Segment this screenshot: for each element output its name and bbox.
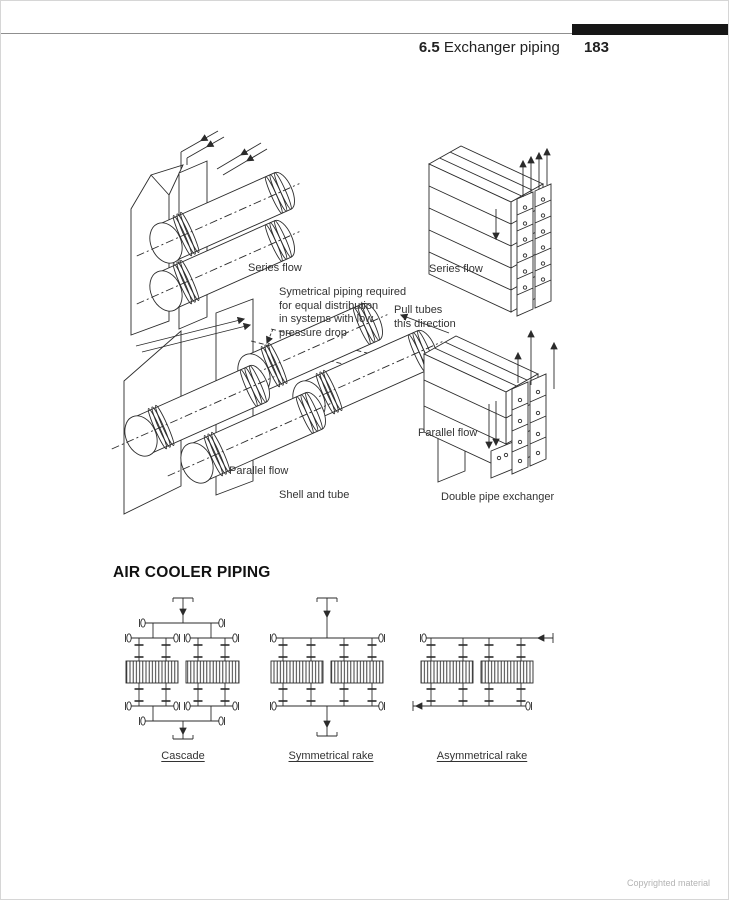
pull-tubes-note: Pull tubes this direction [394,304,456,330]
finned-tube-bundle [126,661,178,683]
air-cooler-heading: AIR COOLER PIPING [113,564,271,581]
asymmetrical-rake-diagram [413,633,553,711]
double-pipe-caption: Double pipe exchanger [441,491,555,503]
parallel-flow-label-left: Parallel flow [229,465,289,477]
air-cooler-diagrams [106,593,576,755]
copyright-notice: Copyrighted material [626,878,710,888]
bundle-stubs [427,638,526,661]
bundle-stubs [279,638,377,661]
finned-tube-bundle [421,661,473,683]
series-flow-label-right: Series flow [429,263,483,275]
symmetrical-rake-caption: Symmetrical rake [288,750,374,762]
finned-tube-bundle [186,661,239,683]
series-flow-label-left: Series flow [248,262,302,274]
finned-tube-bundle [331,661,383,683]
page-number: 183 [583,39,609,56]
bundle-stubs [135,683,230,706]
finned-tube-bundle [271,661,323,683]
bundle-stubs [427,683,526,706]
header-black-bar [572,24,729,35]
symmetrical-rake-diagram [271,598,385,736]
shell-and-tube-caption: Shell and tube [279,489,350,501]
asymmetrical-rake-caption: Asymmetrical rake [436,750,528,762]
running-header [419,39,609,56]
parallel-flow-label-right: Parallel flow [418,427,478,439]
cascade-caption: Cascade [161,750,205,762]
cascade-diagram [126,598,240,739]
section-number: 6.5 [418,39,440,56]
bundle-stubs [279,683,377,706]
section-title: Exchanger piping [443,39,560,56]
symmetrical-piping-note: Symetrical piping required for equal distribution in systems with low pressure drop [279,286,407,339]
header-rule [1,33,572,34]
double-pipe-series-diagram [399,139,594,319]
bundle-stubs [135,638,230,661]
finned-tube-bundle [481,661,533,683]
